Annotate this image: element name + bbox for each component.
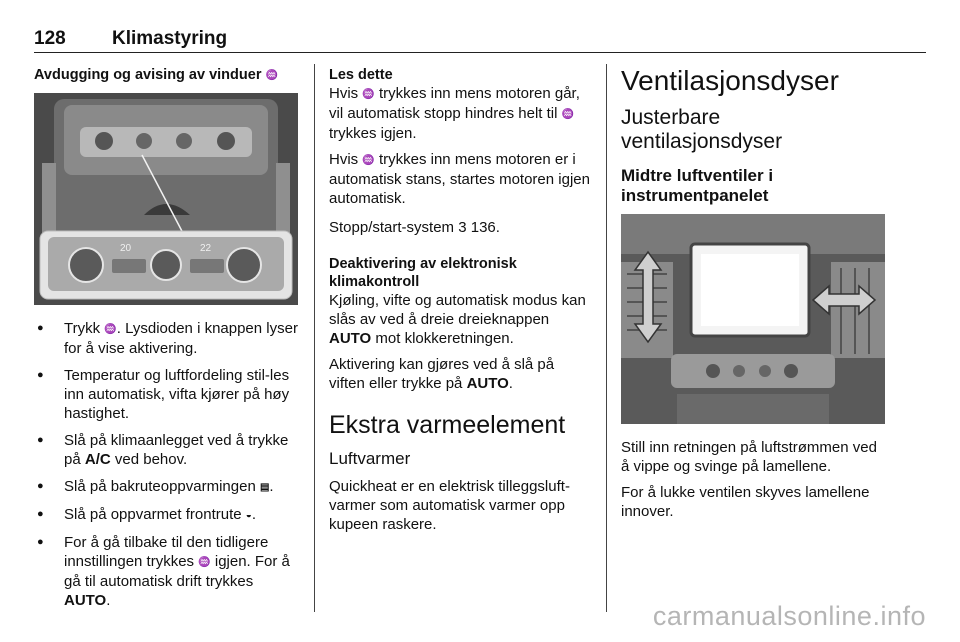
list-item: ● Slå på klimaanlegget ved å trykke på A/C ved behov. — [34, 431, 302, 469]
rear-window-heat-icon: ▤ — [259, 482, 270, 493]
defrost-icon: ♒ — [362, 155, 375, 166]
column-1 — [34, 66, 302, 618]
list-item: ● Temperatur og luftfordeling stil-les inn automatisk, vifta kjører på høy hastighet. — [34, 366, 302, 423]
cross-reference[interactable]: Stopp/start-system 3 136. — [329, 219, 500, 236]
vent-direction-text: Still inn retningen på luftstrømmen ved å vippe og svinge på lamellene. — [621, 439, 877, 475]
note-paragraph: Hvis ♒ trykkes inn mens motoren er i automatisk stans, startes motoren igjen automatisk. — [329, 151, 590, 207]
deactivation-paragraph: Kjøling, vifte og automatisk modus kan slås av ved å dreie dreieknappen AUTO mot klokkeretningen. — [329, 292, 586, 347]
extra-heater-heading: Ekstra varmeelement — [329, 411, 566, 439]
left-temp-label: 20 — [120, 243, 132, 254]
defrost-icon: ♒ — [362, 89, 375, 100]
climate-panel-illustration — [34, 93, 298, 305]
air-heater-text: Quickheat er en elektrisk tilleggsluft-varmer som automatisk varmer opp kupeen raskere. — [329, 478, 570, 533]
page-number: 128 — [34, 28, 66, 49]
page-ref-arrow-icon: 3 — [458, 219, 467, 236]
watermark: carmanualsonline.info — [652, 601, 926, 631]
defrost-icon: ♒ — [104, 324, 117, 335]
column-3 — [621, 66, 887, 528]
column-divider — [606, 64, 607, 612]
adjustable-vents-heading: Justerbare ventilasjonsdyser — [621, 106, 783, 153]
list-item: ● Trykk ♒. Lysdioden i knappen lyser for å vise aktivering. — [34, 319, 302, 358]
list-item: ● Slå på bakruteoppvarmingen ▤. — [34, 477, 302, 497]
defrost-icon: ♒ — [198, 557, 211, 568]
defog-heading: Avdugging og avising av vinduer ♒ — [34, 67, 278, 83]
note-paragraph: Hvis ♒ trykkes inn mens motoren går, vil automatisk stopp hindres helt til ♒ trykkes igjen. — [329, 85, 580, 142]
air-heater-heading: Luftvarmer — [329, 449, 411, 468]
column-2 — [329, 66, 593, 541]
list-item: ● For å gå tilbake til den tidligere innstillingen trykkes ♒ igjen. For å gå til automatisk drift trykkes AUTO. — [34, 533, 302, 610]
activation-paragraph: Aktivering kan gjøres ved å slå på viften eller trykke på AUTO. — [329, 356, 555, 392]
vent-close-text: For å lukke ventilen skyves lamellene innover. — [621, 484, 870, 520]
right-temp-label: 22 — [200, 243, 212, 254]
heated-windscreen-icon: ◒ — [245, 510, 252, 521]
page-header — [34, 28, 926, 53]
note-title: Les dette — [329, 67, 393, 83]
center-vents-heading: Midtre luftventiler i instrumentpanelet — [621, 166, 774, 205]
defog-steps — [34, 319, 302, 610]
center-vents-illustration — [621, 214, 885, 424]
deactivation-title: Deaktivering av elektronisk klimakontroll — [329, 256, 517, 290]
defrost-icon: ♒ — [265, 70, 278, 81]
chapter-title: Klimastyring — [112, 28, 228, 49]
column-divider — [314, 64, 315, 612]
list-item: ● Slå på oppvarmet frontrute ◒. — [34, 505, 302, 525]
defrost-icon: ♒ — [561, 109, 575, 120]
vents-heading: Ventilasjonsdyser — [621, 65, 839, 96]
